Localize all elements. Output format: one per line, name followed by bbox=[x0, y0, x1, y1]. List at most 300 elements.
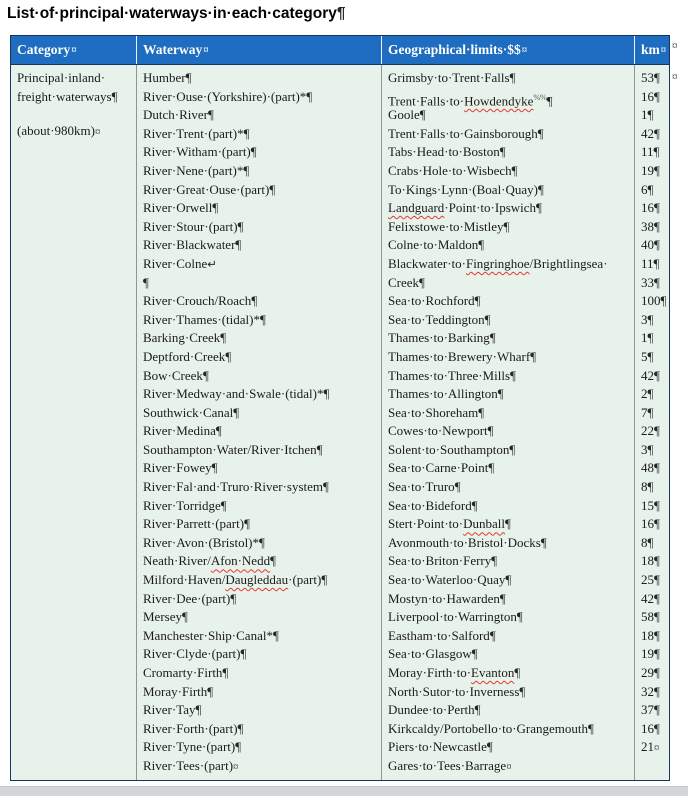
text-segment: /Brightlingsea· bbox=[529, 255, 608, 271]
text-line[interactable] bbox=[143, 552, 381, 571]
text-line[interactable] bbox=[641, 645, 669, 664]
text-segment: Sea·to·Rochford bbox=[388, 293, 475, 309]
text-line[interactable] bbox=[17, 69, 136, 88]
pilcrow-mark: ¶ bbox=[505, 572, 512, 588]
text-line[interactable] bbox=[641, 88, 669, 107]
text-segment: freight·waterways bbox=[17, 88, 112, 104]
text-line[interactable] bbox=[17, 88, 136, 107]
pilcrow-mark: ¶ bbox=[514, 665, 521, 680]
text-line[interactable] bbox=[143, 88, 381, 107]
pilcrow-mark: ¶ bbox=[519, 683, 526, 699]
pilcrow-mark: ¶ bbox=[488, 460, 495, 476]
text-line[interactable] bbox=[388, 459, 634, 478]
text-segment: Piers·to·Newcastle bbox=[388, 739, 487, 755]
text-line[interactable] bbox=[388, 162, 634, 181]
pilcrow-mark: ¶ bbox=[505, 516, 511, 532]
pilcrow-mark: ¶ bbox=[497, 386, 504, 402]
text-line[interactable] bbox=[143, 125, 381, 144]
text-segment: Southwick·Canal bbox=[143, 404, 234, 420]
text-line[interactable] bbox=[143, 292, 381, 311]
pilcrow-mark: ¶ bbox=[259, 311, 266, 327]
text-line[interactable] bbox=[641, 236, 669, 255]
text-line[interactable] bbox=[388, 497, 634, 516]
text-segment: Cowes·to·Newport bbox=[388, 423, 488, 439]
text-line[interactable] bbox=[388, 720, 634, 739]
text-line[interactable] bbox=[143, 199, 381, 218]
text-line[interactable] bbox=[641, 590, 669, 609]
document-title[interactable] bbox=[7, 5, 346, 23]
text-line[interactable] bbox=[143, 478, 381, 497]
text-line[interactable] bbox=[143, 69, 381, 88]
text-line[interactable] bbox=[388, 627, 634, 646]
pilcrow-mark: ¶ bbox=[647, 181, 654, 197]
text-segment: River·Crouch/Roach bbox=[143, 293, 252, 309]
text-segment: Trent·Falls·to·Gainsborough bbox=[388, 125, 538, 141]
pilcrow-mark: ¶ bbox=[654, 200, 660, 216]
text-line[interactable] bbox=[143, 534, 381, 553]
table-body-row bbox=[11, 65, 669, 780]
pilcrow-mark: ¶ bbox=[243, 125, 250, 141]
text-segment: 38 bbox=[641, 218, 654, 234]
misspelled-word: Dunball bbox=[463, 516, 505, 532]
pilcrow-mark: ¶ bbox=[654, 590, 660, 606]
pilcrow-mark: ¶ bbox=[647, 348, 654, 364]
text-line[interactable] bbox=[143, 441, 381, 460]
pilcrow-mark: ¶ bbox=[654, 460, 660, 476]
pilcrow-mark: ¶ bbox=[489, 627, 496, 643]
pilcrow-mark: ¶ bbox=[207, 107, 214, 123]
text-line[interactable] bbox=[17, 122, 136, 141]
text-line[interactable] bbox=[641, 385, 669, 404]
text-segment: Kirkcaldy/Portobello·to·Grangemouth bbox=[388, 720, 589, 736]
text-line[interactable] bbox=[143, 218, 381, 237]
text-line[interactable] bbox=[641, 125, 669, 144]
pilcrow-mark: ¶ bbox=[509, 70, 516, 85]
header-label: Geographical·limits·$$ bbox=[388, 42, 521, 57]
text-line[interactable] bbox=[388, 552, 634, 571]
misspelled-word: Howdendyke bbox=[464, 92, 534, 108]
text-line[interactable] bbox=[641, 552, 669, 571]
pilcrow-mark: ¶ bbox=[474, 293, 481, 309]
text-segment: River·Orwell bbox=[143, 200, 213, 216]
text-line[interactable] bbox=[143, 701, 381, 720]
text-segment: 42 bbox=[641, 590, 654, 606]
pilcrow-mark: ¶ bbox=[182, 609, 188, 625]
text-line[interactable] bbox=[641, 274, 669, 293]
text-line[interactable] bbox=[143, 590, 381, 609]
text-segment: River·Thames·(tidal)* bbox=[143, 311, 260, 327]
text-segment: River·Stour·(part) bbox=[143, 218, 238, 234]
text-segment: 19 bbox=[641, 162, 654, 178]
pilcrow-mark: ¶ bbox=[272, 627, 279, 643]
pilcrow-mark: ¶ bbox=[211, 460, 218, 476]
header-cell-waterway[interactable] bbox=[136, 36, 381, 64]
pilcrow-mark: ¶ bbox=[660, 293, 667, 309]
header-cell-km[interactable] bbox=[634, 36, 669, 64]
text-segment: North·Sutor·to·Inverness bbox=[388, 683, 520, 699]
text-line[interactable] bbox=[143, 608, 381, 627]
pilcrow-mark: ¶ bbox=[654, 609, 660, 625]
text-line[interactable] bbox=[143, 627, 381, 646]
limits-cell[interactable] bbox=[381, 65, 634, 780]
text-segment: 5 bbox=[641, 348, 648, 364]
pilcrow-mark: ¶ bbox=[654, 497, 660, 513]
waterway-cell[interactable] bbox=[136, 65, 381, 780]
text-segment: River·Colne bbox=[143, 255, 208, 271]
text-line[interactable] bbox=[143, 143, 381, 162]
pilcrow-mark: ¶ bbox=[647, 311, 654, 327]
pilcrow-mark: ¶ bbox=[654, 683, 660, 699]
text-segment: Mersey bbox=[143, 609, 182, 625]
text-segment: Colne·to·Maldon bbox=[388, 237, 479, 253]
text-segment: 100 bbox=[641, 293, 661, 309]
text-line[interactable] bbox=[388, 534, 634, 553]
text-line[interactable] bbox=[641, 106, 669, 125]
text-segment: Thames·to·Three·Mills bbox=[388, 367, 511, 383]
text-segment: River·Medway·and·Swale·(tidal)* bbox=[143, 386, 324, 402]
text-segment: Tabs·Head·to·Boston bbox=[388, 144, 500, 160]
text-line[interactable] bbox=[641, 627, 669, 646]
text-segment: Gares·to·Tees·Barrage bbox=[388, 757, 507, 773]
pilcrow-mark: ¶ bbox=[235, 739, 242, 755]
pilcrow-mark: ¶ bbox=[647, 441, 654, 457]
text-segment: Mostyn·to·Hawarden bbox=[388, 590, 500, 606]
pilcrow-mark: ¶ bbox=[471, 646, 478, 662]
text-line[interactable] bbox=[641, 459, 669, 478]
cell-end-mark: ¤ bbox=[660, 44, 667, 56]
text-segment: River·Fal·and·Truro·River·system bbox=[143, 479, 324, 495]
text-segment: Avonmouth·to·Bristol·Docks bbox=[388, 534, 541, 550]
text-segment: To·Kings·Lynn·(Boal·Quay) bbox=[388, 181, 539, 197]
pilcrow-mark: ¶ bbox=[323, 386, 330, 402]
text-line[interactable] bbox=[388, 255, 634, 274]
text-line[interactable] bbox=[143, 348, 381, 367]
pilcrow-mark: ¶ bbox=[654, 423, 660, 439]
text-segment: River·Witham·(part) bbox=[143, 144, 251, 160]
text-line[interactable] bbox=[143, 645, 381, 664]
text-segment: River·Nene·(part)* bbox=[143, 162, 244, 178]
text-segment: Manchester·Ship·Canal* bbox=[143, 627, 273, 643]
text-line[interactable] bbox=[641, 162, 669, 181]
pilcrow-mark: ¶ bbox=[478, 404, 485, 420]
text-line[interactable] bbox=[388, 571, 634, 590]
text-line[interactable] bbox=[641, 534, 669, 553]
text-line[interactable] bbox=[388, 608, 634, 627]
title-text: List·of·principal·waterways·in·each·category bbox=[7, 5, 337, 22]
text-line[interactable] bbox=[641, 701, 669, 720]
text-line[interactable] bbox=[641, 478, 669, 497]
text-segment: 19 bbox=[641, 646, 654, 662]
pilcrow-mark: ¶ bbox=[195, 702, 202, 718]
text-segment: 42 bbox=[641, 125, 654, 141]
pilcrow-mark: ¶ bbox=[220, 330, 227, 346]
text-line[interactable] bbox=[143, 329, 381, 348]
text-line[interactable] bbox=[641, 329, 669, 348]
pilcrow-mark: ¶ bbox=[654, 516, 660, 532]
cell-end-mark: ¤ bbox=[71, 44, 77, 56]
text-segment: Blackwater·to· bbox=[388, 255, 466, 271]
text-segment: Sea·to·Bideford bbox=[388, 497, 472, 513]
text-line[interactable] bbox=[641, 292, 669, 311]
text-segment: 16 bbox=[641, 88, 654, 104]
text-segment: River·Medina bbox=[143, 423, 216, 439]
text-segment: River·Trent·(part)* bbox=[143, 125, 244, 141]
text-line[interactable] bbox=[143, 720, 381, 739]
text-line[interactable] bbox=[641, 69, 669, 88]
text-line[interactable] bbox=[388, 292, 634, 311]
waterways-table bbox=[10, 35, 670, 781]
misspelled-word: Afon·Nedd bbox=[210, 553, 271, 569]
text-line[interactable] bbox=[388, 478, 634, 497]
text-line[interactable] bbox=[143, 385, 381, 404]
pilcrow-mark: ¶ bbox=[654, 237, 660, 253]
text-line[interactable] bbox=[388, 106, 634, 125]
text-segment: 3 bbox=[641, 441, 648, 457]
text-line[interactable] bbox=[641, 367, 669, 386]
text-line[interactable] bbox=[388, 385, 634, 404]
text-segment: 32 bbox=[641, 683, 654, 699]
cell-end-mark: ¤ bbox=[203, 44, 209, 56]
text-line[interactable] bbox=[388, 125, 634, 144]
text-line[interactable] bbox=[641, 608, 669, 627]
text-segment: 8 bbox=[641, 479, 648, 495]
pilcrow-mark: ¶ bbox=[259, 534, 265, 550]
text-segment: 11 bbox=[641, 255, 654, 271]
text-segment: Humber bbox=[143, 70, 186, 85]
text-segment: 8 bbox=[641, 534, 648, 550]
pilcrow-mark: ¶ bbox=[270, 553, 276, 569]
pilcrow-mark: ¶ bbox=[419, 107, 426, 123]
pilcrow-mark: ¶ bbox=[647, 404, 654, 420]
text-segment: Liverpool·to·Warrington bbox=[388, 609, 517, 625]
text-segment: 16 bbox=[641, 516, 654, 532]
text-line[interactable] bbox=[388, 683, 634, 702]
text-line[interactable] bbox=[388, 311, 634, 330]
text-line[interactable] bbox=[143, 738, 381, 757]
pilcrow-mark: ¶ bbox=[546, 92, 553, 108]
text-segment: ·(part) bbox=[288, 572, 322, 588]
text-segment: 16 bbox=[641, 720, 654, 736]
pilcrow-mark: ¶ bbox=[654, 720, 660, 736]
text-line[interactable] bbox=[388, 404, 634, 423]
text-segment: Dundee·to·Perth bbox=[388, 702, 475, 718]
pilcrow-mark: ¶ bbox=[538, 181, 544, 197]
text-segment: River·Torridge bbox=[143, 497, 221, 513]
window-bottom-edge bbox=[0, 786, 688, 796]
pilcrow-mark: ¶ bbox=[653, 144, 660, 160]
pilcrow-mark: ¶ bbox=[207, 683, 214, 699]
text-segment: River·Tay bbox=[143, 702, 196, 718]
text-line[interactable] bbox=[388, 422, 634, 441]
text-line[interactable] bbox=[388, 367, 634, 386]
text-line[interactable] bbox=[388, 664, 634, 683]
pilcrow-mark: ¶ bbox=[185, 70, 192, 85]
text-segment: Milford·Haven/ bbox=[143, 572, 226, 588]
text-segment: Bow·Creek bbox=[143, 367, 203, 383]
pilcrow-mark: ¶ bbox=[240, 646, 247, 662]
text-segment: Thames·to·Allington bbox=[388, 386, 498, 402]
text-line[interactable] bbox=[388, 441, 634, 460]
pilcrow-mark: ¶ bbox=[503, 218, 510, 234]
text-line[interactable] bbox=[641, 664, 669, 683]
text-line[interactable] bbox=[143, 236, 381, 255]
text-segment: Goole bbox=[388, 107, 420, 123]
header-cell-geographical-limits[interactable] bbox=[381, 36, 634, 64]
text-line[interactable] bbox=[388, 181, 634, 200]
text-segment: 58 bbox=[641, 609, 654, 625]
text-segment: 25 bbox=[641, 572, 654, 588]
text-line[interactable] bbox=[641, 181, 669, 200]
text-line[interactable] bbox=[641, 311, 669, 330]
text-segment: 1 bbox=[641, 330, 648, 346]
text-line[interactable] bbox=[388, 515, 634, 534]
text-line[interactable] bbox=[143, 571, 381, 590]
header-label: km bbox=[641, 42, 660, 57]
text-line[interactable] bbox=[641, 738, 669, 757]
pilcrow-mark: ¶ bbox=[499, 590, 506, 606]
text-line[interactable] bbox=[143, 255, 381, 274]
text-segment: Grimsby·to·Trent·Falls bbox=[388, 70, 510, 85]
text-line[interactable] bbox=[388, 348, 634, 367]
text-line[interactable] bbox=[641, 422, 669, 441]
text-line[interactable] bbox=[143, 757, 381, 776]
text-line[interactable] bbox=[143, 181, 381, 200]
pilcrow-mark: ¶ bbox=[316, 441, 323, 457]
text-line[interactable] bbox=[388, 645, 634, 664]
text-line[interactable] bbox=[143, 497, 381, 516]
row-end-mark: ¤ bbox=[672, 40, 678, 52]
header-label: Waterway bbox=[143, 42, 203, 57]
pilcrow-mark: ¶ bbox=[499, 144, 506, 160]
text-line[interactable] bbox=[388, 88, 634, 107]
text-line[interactable] bbox=[143, 683, 381, 702]
text-line[interactable] bbox=[143, 106, 381, 125]
text-segment: Trent·Falls·to· bbox=[388, 92, 465, 108]
text-line[interactable] bbox=[388, 590, 634, 609]
text-line[interactable] bbox=[641, 348, 669, 367]
pilcrow-mark: ¶ bbox=[474, 702, 481, 718]
text-line[interactable] bbox=[641, 199, 669, 218]
text-segment: River·Parrett·(part) bbox=[143, 516, 245, 532]
pilcrow-mark: ¶ bbox=[250, 144, 257, 160]
header-label: Category bbox=[17, 42, 71, 57]
text-segment: Creek bbox=[388, 274, 420, 290]
pilcrow-mark: ¶ bbox=[237, 720, 244, 736]
pilcrow-mark: ¶ bbox=[588, 720, 594, 736]
text-line[interactable] bbox=[641, 441, 669, 460]
text-line[interactable] bbox=[388, 329, 634, 348]
text-segment: 42 bbox=[641, 367, 654, 383]
text-line[interactable] bbox=[641, 255, 669, 274]
pilcrow-mark: ¶ bbox=[654, 627, 660, 643]
text-line[interactable] bbox=[641, 515, 669, 534]
text-segment: Thames·to·Brewery·Wharf bbox=[388, 348, 531, 364]
pilcrow-mark: ¶ bbox=[530, 348, 537, 364]
text-segment: 18 bbox=[641, 627, 654, 643]
superscript-reference: %% bbox=[533, 91, 547, 102]
text-line[interactable] bbox=[641, 218, 669, 237]
text-line[interactable] bbox=[388, 143, 634, 162]
pilcrow-mark: ¶ bbox=[143, 274, 149, 290]
text-line[interactable] bbox=[388, 701, 634, 720]
text-line[interactable] bbox=[388, 69, 634, 88]
text-segment: Principal·inland· bbox=[17, 70, 106, 85]
pilcrow-mark: ¶ bbox=[653, 255, 660, 271]
cell-end-mark: ¤ bbox=[654, 743, 660, 755]
text-segment: River·Dee·(part) bbox=[143, 590, 231, 606]
text-line[interactable] bbox=[388, 218, 634, 237]
text-segment: Felixstowe·to·Mistley bbox=[388, 218, 504, 234]
text-line[interactable] bbox=[388, 757, 634, 776]
text-line[interactable] bbox=[143, 459, 381, 478]
text-line[interactable] bbox=[388, 199, 634, 218]
pilcrow-mark: ¶ bbox=[491, 553, 498, 569]
text-segment: 40 bbox=[641, 237, 654, 253]
pilcrow-mark: ¶ bbox=[654, 274, 660, 290]
text-line[interactable] bbox=[641, 404, 669, 423]
text-segment: 53 bbox=[641, 70, 654, 85]
text-segment: Neath·River/ bbox=[143, 553, 211, 569]
text-segment: Crabs·Hole·to·Wisbech bbox=[388, 162, 512, 178]
km-cell[interactable] bbox=[634, 65, 669, 780]
text-line[interactable] bbox=[641, 497, 669, 516]
text-segment: 6 bbox=[641, 181, 648, 197]
pilcrow-mark: ¶ bbox=[230, 590, 237, 606]
text-segment: 11 bbox=[641, 144, 654, 160]
misspelled-word: Landguard bbox=[388, 200, 445, 216]
header-cell-category[interactable] bbox=[11, 36, 136, 64]
text-line[interactable] bbox=[143, 367, 381, 386]
text-segment: River·Ouse·(Yorkshire)·(part)* bbox=[143, 88, 307, 104]
text-line[interactable] bbox=[143, 515, 381, 534]
pilcrow-mark: ¶ bbox=[511, 162, 518, 178]
text-line[interactable] bbox=[143, 274, 381, 293]
pilcrow-mark: ¶ bbox=[489, 330, 496, 346]
text-segment: Sea·to·Briton·Ferry bbox=[388, 553, 492, 569]
text-line[interactable] bbox=[143, 311, 381, 330]
pilcrow-mark: ¶ bbox=[471, 497, 478, 513]
text-segment: 2 bbox=[641, 386, 648, 402]
cell-end-mark: ¤ bbox=[521, 44, 528, 56]
text-segment: Moray·Firth bbox=[143, 683, 208, 699]
text-line[interactable] bbox=[143, 404, 381, 423]
pilcrow-mark: ¶ bbox=[654, 70, 660, 85]
pilcrow-mark: ¶ bbox=[225, 348, 232, 364]
text-line[interactable] bbox=[641, 571, 669, 590]
misspelled-word: Evanton bbox=[471, 665, 515, 680]
pilcrow-mark: ¶ bbox=[419, 274, 425, 290]
text-line[interactable] bbox=[143, 664, 381, 683]
pilcrow-mark: ¶ bbox=[510, 367, 516, 383]
text-line[interactable] bbox=[641, 720, 669, 739]
text-line[interactable] bbox=[641, 143, 669, 162]
text-line[interactable] bbox=[388, 236, 634, 255]
text-line[interactable] bbox=[388, 274, 634, 293]
text-segment: River·Blackwater bbox=[143, 237, 236, 253]
text-segment: ·Point·to·Ipswich bbox=[444, 200, 537, 216]
text-line[interactable] bbox=[388, 738, 634, 757]
text-segment: 1 bbox=[641, 107, 648, 123]
pilcrow-mark: ¶ bbox=[233, 404, 240, 420]
text-segment: Sea·to·Truro bbox=[388, 479, 455, 495]
text-segment: Sea·to·Shoreham bbox=[388, 404, 479, 420]
text-line[interactable] bbox=[641, 683, 669, 702]
pilcrow-mark: ¶ bbox=[654, 88, 660, 104]
text-line[interactable] bbox=[143, 162, 381, 181]
misspelled-word: Fingringhoe bbox=[465, 255, 530, 271]
text-line[interactable] bbox=[143, 422, 381, 441]
category-cell[interactable] bbox=[11, 65, 136, 780]
